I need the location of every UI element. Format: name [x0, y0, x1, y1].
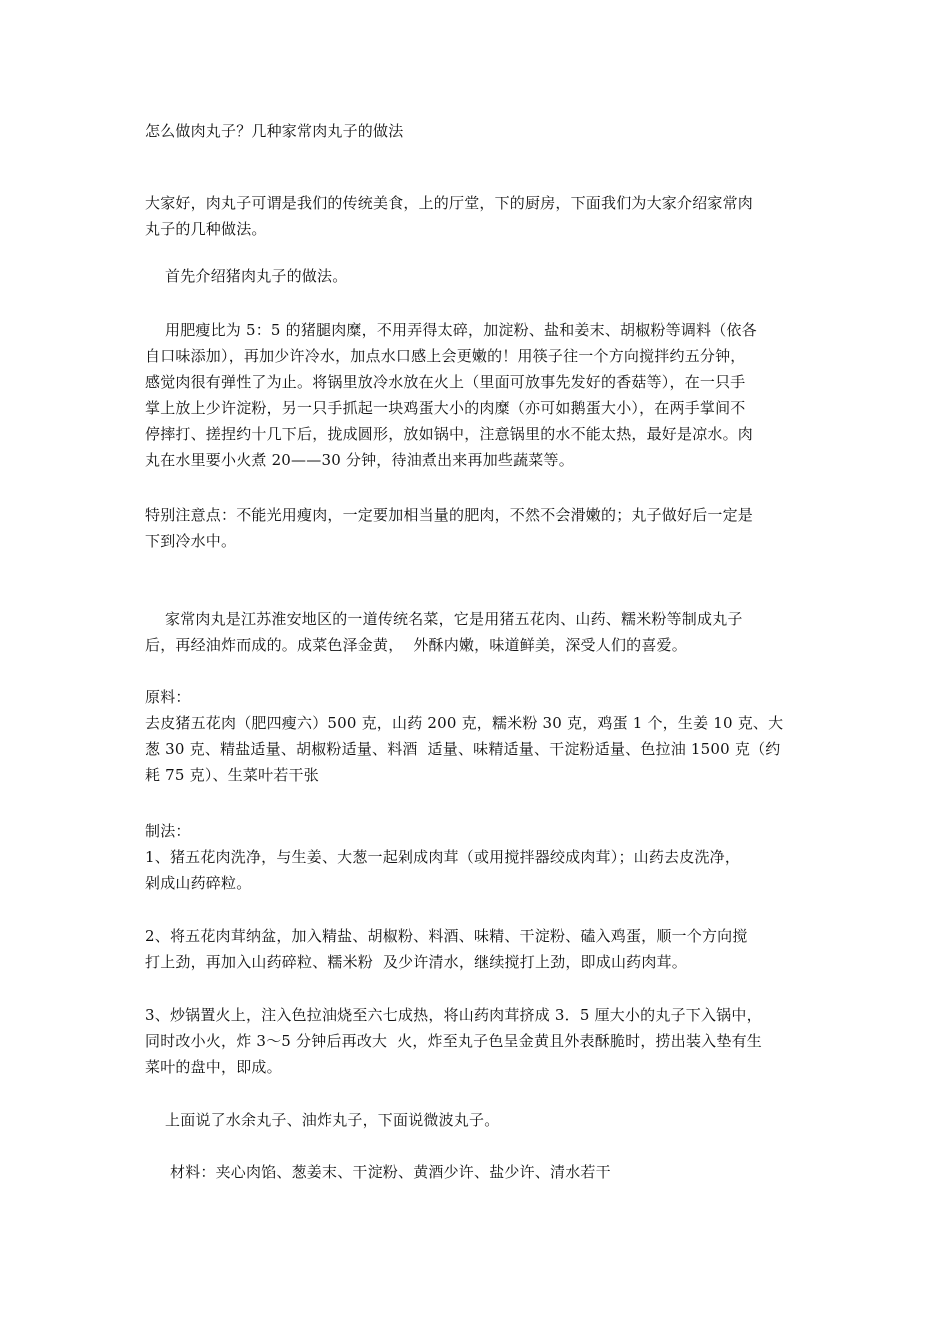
- materials-text: 材料：夹心肉馅、葱姜末、干淀粉、黄酒少许、盐少许、清水若干: [170, 1163, 611, 1181]
- section1-line-4: 掌上放上少许淀粉，另一只手抓起一块鸡蛋大小的肉糜（亦可如鹅蛋大小），在两手掌间不: [145, 399, 746, 417]
- note-line-1: 特别注意点：不能光用瘦肉，一定要加相当量的肥肉，不然不会滑嫩的；丸子做好后一定是: [145, 506, 754, 524]
- section1-line-5: 停摔打、搓捏约十几下后，拢成圆形，放如锅中，注意锅里的水不能太热，最好是凉水。肉: [145, 425, 754, 443]
- method-step3-line-2: 同时改小火，炸 3～5 分钟后再改大 火，炸至丸子色呈金黄且外表酥脆时，捞出装入垫有生: [145, 1032, 762, 1050]
- method-step3-line-1: 3、炒锅置火上，注入色拉油烧至六七成热，将山药肉茸挤成 3．5 厘大小的丸子下入锅中，: [145, 1006, 762, 1024]
- section1-line-6: 丸在水里要小火煮 20——30 分钟，待油煮出来再加些蔬菜等。: [145, 451, 574, 469]
- note-line-2: 下到冷水中。: [145, 532, 237, 550]
- method-step3-line-3: 菜叶的盘中，即成。: [145, 1058, 282, 1076]
- document-title: 怎么做肉丸子？几种家常肉丸子的做法: [145, 122, 404, 140]
- section1-line-3: 感觉肉很有弹性了为止。将锅里放冷水放在火上（里面可放事先发好的香菇等），在一只手: [145, 373, 746, 391]
- section1-line-1: 用肥瘦比为 5：5 的猪腿肉糜，不用弄得太碎，加淀粉、盐和姜末、胡椒粉等调料（依各: [165, 321, 757, 339]
- section2-intro-line-1: 家常肉丸是江苏淮安地区的一道传统名菜，它是用猪五花肉、山药、糯米粉等制成丸子: [165, 610, 743, 628]
- section1-line-2: 自口味添加），再加少许冷水，加点水口感上会更嫩的！用筷子往一个方向搅拌约五分钟，: [145, 347, 746, 365]
- intro-line-2: 丸子的几种做法。: [145, 220, 267, 238]
- method-step1-line-2: 剁成山药碎粒。: [145, 874, 252, 892]
- intro-line-1: 大家好，肉丸子可谓是我们的传统美食，上的厅堂，下的厨房，下面我们为大家介绍家常肉: [145, 194, 754, 212]
- method-step2-line-1: 2、将五花肉茸纳盆，加入精盐、胡椒粉、料酒、味精、干淀粉、磕入鸡蛋，顺一个方向搅: [145, 927, 748, 945]
- method-step2-line-2: 打上劲，再加入山药碎粒、糯米粉 及少许清水，继续搅打上劲，即成山药肉茸。: [145, 953, 687, 971]
- section1-heading: 首先介绍猪肉丸子的做法。: [165, 267, 348, 285]
- method-step1-line-1: 1、猪五花肉洗净，与生姜、大葱一起剁成肉茸（或用搅拌器绞成肉茸）；山药去皮洗净，: [145, 848, 741, 866]
- ingredients-line-2: 葱 30 克、精盐适量、胡椒粉适量、料酒 适量、味精适量、干淀粉适量、色拉油 1500 克（约: [145, 740, 781, 758]
- transition-text: 上面说了水余丸子、油炸丸子，下面说微波丸子。: [165, 1111, 500, 1129]
- ingredients-line-1: 去皮猪五花肉（肥四瘦六）500 克，山药 200 克，糯米粉 30 克，鸡蛋 1 个，生姜 10 克、大: [145, 714, 784, 732]
- ingredients-line-3: 耗 75 克）、生菜叶若干张: [145, 766, 319, 784]
- method-label: 制法：: [145, 822, 191, 840]
- ingredients-label: 原料：: [145, 688, 191, 706]
- section2-intro-line-2: 后，再经油炸而成的。成菜色泽金黄， 外酥内嫩，味道鲜美，深受人们的喜爱。: [145, 636, 687, 654]
